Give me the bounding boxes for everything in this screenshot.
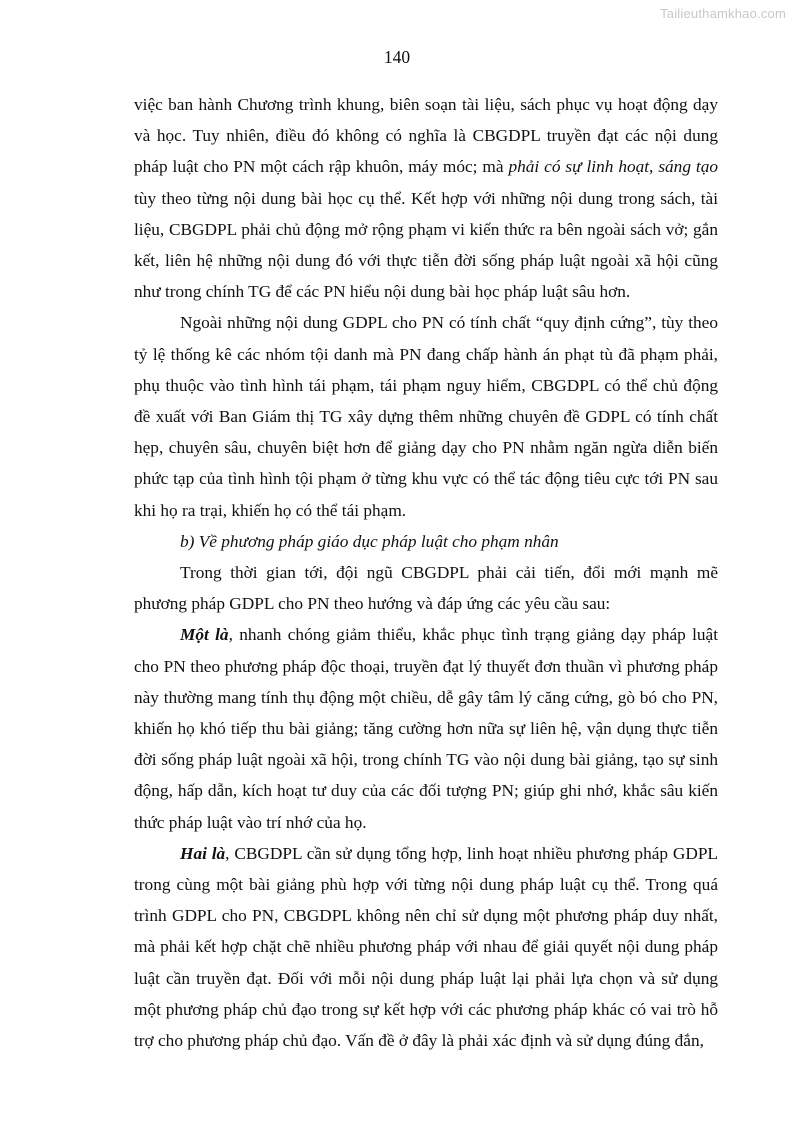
watermark: Tailieuthamkhao.com bbox=[660, 6, 786, 21]
paragraph-3: Trong thời gian tới, đội ngũ CBGDPL phải cải tiến, đổi mới mạnh mẽ phương pháp GDPL cho PN theo hướng và đáp ứng các yêu cầu sau: bbox=[134, 563, 718, 614]
section-heading-b: b) Về phương pháp giáo dục pháp luật cho phạm nhân bbox=[180, 531, 559, 551]
paragraph-4 bbox=[134, 619, 718, 837]
paragraph-1 bbox=[134, 89, 718, 307]
paragraph-1-text-a: việc ban hành Chương trình khung, biên soạn tài liệu, sách phục vụ hoạt động dạy và học. Tuy nhiên, điều đó không có nghĩa là CBGDPL truyền đạt các nội dung pháp luật cho PN một cách rập khuôn, máy móc; mà bbox=[134, 95, 718, 177]
paragraph-5-text: , CBGDPL cần sử dụng tổng hợp, linh hoạt nhiều phương pháp GDPL trong cùng một bài giảng phù hợp với từng nội dung pháp luật cụ thể. Trong quá trình GDPL cho PN, CBGDPL không nên chỉ sử dụng một phương pháp duy nhất, mà phải kết hợp chặt chẽ nhiều phương pháp với nhau để giải quyết nội dung pháp luật cần truyền đạt. Đối với mỗi nội dung pháp luật lại phải lựa chọn và sử dụng một phương pháp chủ đạo trong sự kết hợp với các phương pháp khác có vai trò hỗ trợ cho phương pháp chủ đạo. Vấn đề ở đây là phải xác định và sử dụng đúng đắn, bbox=[134, 843, 718, 1051]
paragraph-1-italic-phrase: phải có sự linh hoạt, sáng tạo bbox=[508, 157, 718, 177]
paragraph-2: Ngoài những nội dung GDPL cho PN có tính chất “quy định cứng”, tùy theo tỷ lệ thống kê các nhóm tội danh mà PN đang chấp hành án phạt tù đã phạm phải, phụ thuộc vào tình hình tái phạm, tái phạm nguy hiểm, CBGDPL có thể chủ động đề xuất với Ban Giám thị TG xây dựng thêm những chuyên đề GDPL có tính chất hẹp, chuyên sâu, chuyên biệt hơn để giảng dạy cho PN nhằm ngăn ngừa diễn biến phức tạp của tình hình tội phạm ở từng khu vực có thể tác động tiêu cực tới PN sau khi họ ra trại, khiến họ có thể tái phạm. bbox=[134, 313, 718, 520]
paragraph-1-text-b: tùy theo từng nội dung bài học cụ thể. Kết hợp với những nội dung trong sách, tài liệu, CBGDPL phải chủ động mở rộng phạm vi kiến thức ra bên ngoài sách vở; gắn kết, liên hệ những nội dung đó với thực tiễn đời sống pháp luật ngoài xã hội cũng như trong chính TG để các PN hiểu nội dung bài học pháp luật sâu hơn. bbox=[134, 188, 718, 302]
paragraph-4-text: , nhanh chóng giảm thiểu, khắc phục tình trạng giảng dạy pháp luật cho PN theo phương pháp độc thoại, truyền đạt lý thuyết đơn thuần vì phương pháp này thường mang tính thụ động một chiều, dễ gây tâm lý căng cứng, gò bó cho PN, khiến họ khó tiếp thu bài giảng; tăng cường hơn nữa sự liên hệ, vận dụng thực tiễn đời sống pháp luật ngoài xã hội, trong chính TG vào nội dung bài giảng, tạo sự sinh động, hấp dẫn, kích hoạt tư duy của các đối tượng PN; giúp ghi nhớ, khắc sâu kiến thức pháp luật vào trí nhớ của họ. bbox=[134, 625, 719, 832]
paragraph-5-lead: Hai là bbox=[180, 843, 226, 863]
page-number: 140 bbox=[383, 47, 411, 67]
document-body bbox=[134, 89, 718, 1056]
paragraph-5 bbox=[134, 838, 718, 1056]
paragraph-4-lead: Một là bbox=[180, 625, 229, 645]
